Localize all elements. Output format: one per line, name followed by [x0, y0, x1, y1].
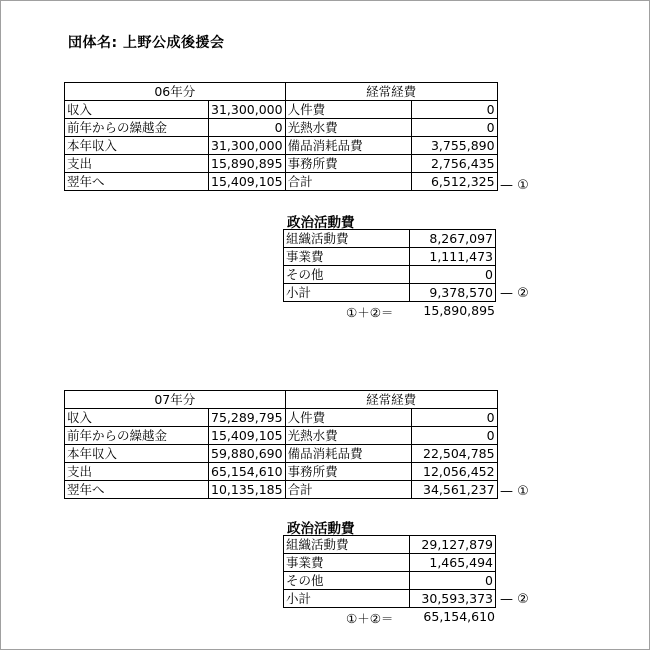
row-label: 本年収入	[65, 137, 209, 155]
expense-header: 経常経費	[285, 391, 497, 409]
expense-value: 0	[411, 101, 497, 119]
expense-total-value: 34,561,237	[411, 481, 497, 499]
table-row	[65, 173, 498, 191]
political-table-06	[283, 229, 496, 302]
table-row	[284, 248, 496, 266]
row-value: 31,300,000	[209, 137, 286, 155]
row-value: 10,135,185	[209, 481, 286, 499]
year-header: 07年分	[65, 391, 286, 409]
political-value: 8,267,097	[410, 230, 496, 248]
table-row	[65, 427, 498, 445]
expense-label: 合計	[285, 481, 411, 499]
expense-label: 事務所費	[285, 463, 411, 481]
table-row	[284, 284, 496, 302]
row-label: 前年からの繰越金	[65, 119, 209, 137]
expense-label: 事務所費	[285, 155, 411, 173]
row-value: 75,289,795	[209, 409, 286, 427]
table-row	[65, 119, 498, 137]
expense-value: 3,755,890	[411, 137, 497, 155]
political-label: 事業費	[284, 554, 410, 572]
table-row	[284, 572, 496, 590]
political-label: 組織活動費	[284, 230, 410, 248]
table-row	[284, 590, 496, 608]
expense-value: 22,504,785	[411, 445, 497, 463]
political-label: その他	[284, 572, 410, 590]
political-value: 1,465,494	[410, 554, 496, 572]
expense-value: 0	[411, 427, 497, 445]
table-row	[65, 463, 498, 481]
table-row	[284, 536, 496, 554]
summary-table-07	[64, 390, 498, 499]
expense-value: 2,756,435	[411, 155, 497, 173]
political-value: 0	[410, 266, 496, 284]
expense-label: 備品消耗品費	[285, 137, 411, 155]
political-title: 政治活動費	[287, 215, 355, 231]
table-row	[65, 83, 498, 101]
political-subtotal-value: 9,378,570	[410, 284, 496, 302]
row-label: 本年収入	[65, 445, 209, 463]
subtotal-marker: — ②	[500, 286, 529, 301]
total-marker: — ①	[500, 178, 529, 193]
expense-label: 光熱水費	[285, 119, 411, 137]
expense-label: 備品消耗品費	[285, 445, 411, 463]
sum-value: 65,154,610	[423, 609, 495, 624]
expense-value: 12,056,452	[411, 463, 497, 481]
row-value: 15,890,895	[209, 155, 286, 173]
expense-value: 0	[411, 409, 497, 427]
sum-value: 15,890,895	[423, 303, 495, 318]
expense-label: 人件費	[285, 101, 411, 119]
political-label: その他	[284, 266, 410, 284]
political-table-07	[283, 535, 496, 608]
political-value: 1,111,473	[410, 248, 496, 266]
year-header: 06年分	[65, 83, 286, 101]
table-row	[65, 101, 498, 119]
row-label: 支出	[65, 463, 209, 481]
summary-table-06	[64, 82, 498, 191]
political-value: 0	[410, 572, 496, 590]
row-value: 31,300,000	[209, 101, 286, 119]
row-value: 0	[209, 119, 286, 137]
row-value: 15,409,105	[209, 173, 286, 191]
political-subtotal-value: 30,593,373	[410, 590, 496, 608]
expense-label: 光熱水費	[285, 427, 411, 445]
row-label: 翌年へ	[65, 481, 209, 499]
expense-label: 合計	[285, 173, 411, 191]
table-row	[284, 230, 496, 248]
table-row	[65, 391, 498, 409]
row-label: 収入	[65, 409, 209, 427]
table-row	[65, 137, 498, 155]
total-marker: — ①	[500, 484, 529, 499]
political-label: 事業費	[284, 248, 410, 266]
subtotal-marker: — ②	[500, 592, 529, 607]
row-label: 収入	[65, 101, 209, 119]
sum-label: ①＋②＝	[346, 611, 394, 626]
sum-label: ①＋②＝	[346, 305, 394, 320]
table-row	[284, 266, 496, 284]
organization-title: 団体名: 上野公成後援会	[68, 35, 225, 51]
political-label: 小計	[284, 590, 410, 608]
row-value: 15,409,105	[209, 427, 286, 445]
row-label: 翌年へ	[65, 173, 209, 191]
row-label: 支出	[65, 155, 209, 173]
political-value: 29,127,879	[410, 536, 496, 554]
political-label: 小計	[284, 284, 410, 302]
table-row	[284, 554, 496, 572]
table-row	[65, 445, 498, 463]
political-title: 政治活動費	[287, 521, 355, 537]
expense-value: 0	[411, 119, 497, 137]
political-label: 組織活動費	[284, 536, 410, 554]
row-value: 65,154,610	[209, 463, 286, 481]
table-row	[65, 155, 498, 173]
table-row	[65, 481, 498, 499]
table-row	[65, 409, 498, 427]
row-value: 59,880,690	[209, 445, 286, 463]
expense-label: 人件費	[285, 409, 411, 427]
expense-header: 経常経費	[285, 83, 497, 101]
row-label: 前年からの繰越金	[65, 427, 209, 445]
expense-total-value: 6,512,325	[411, 173, 497, 191]
